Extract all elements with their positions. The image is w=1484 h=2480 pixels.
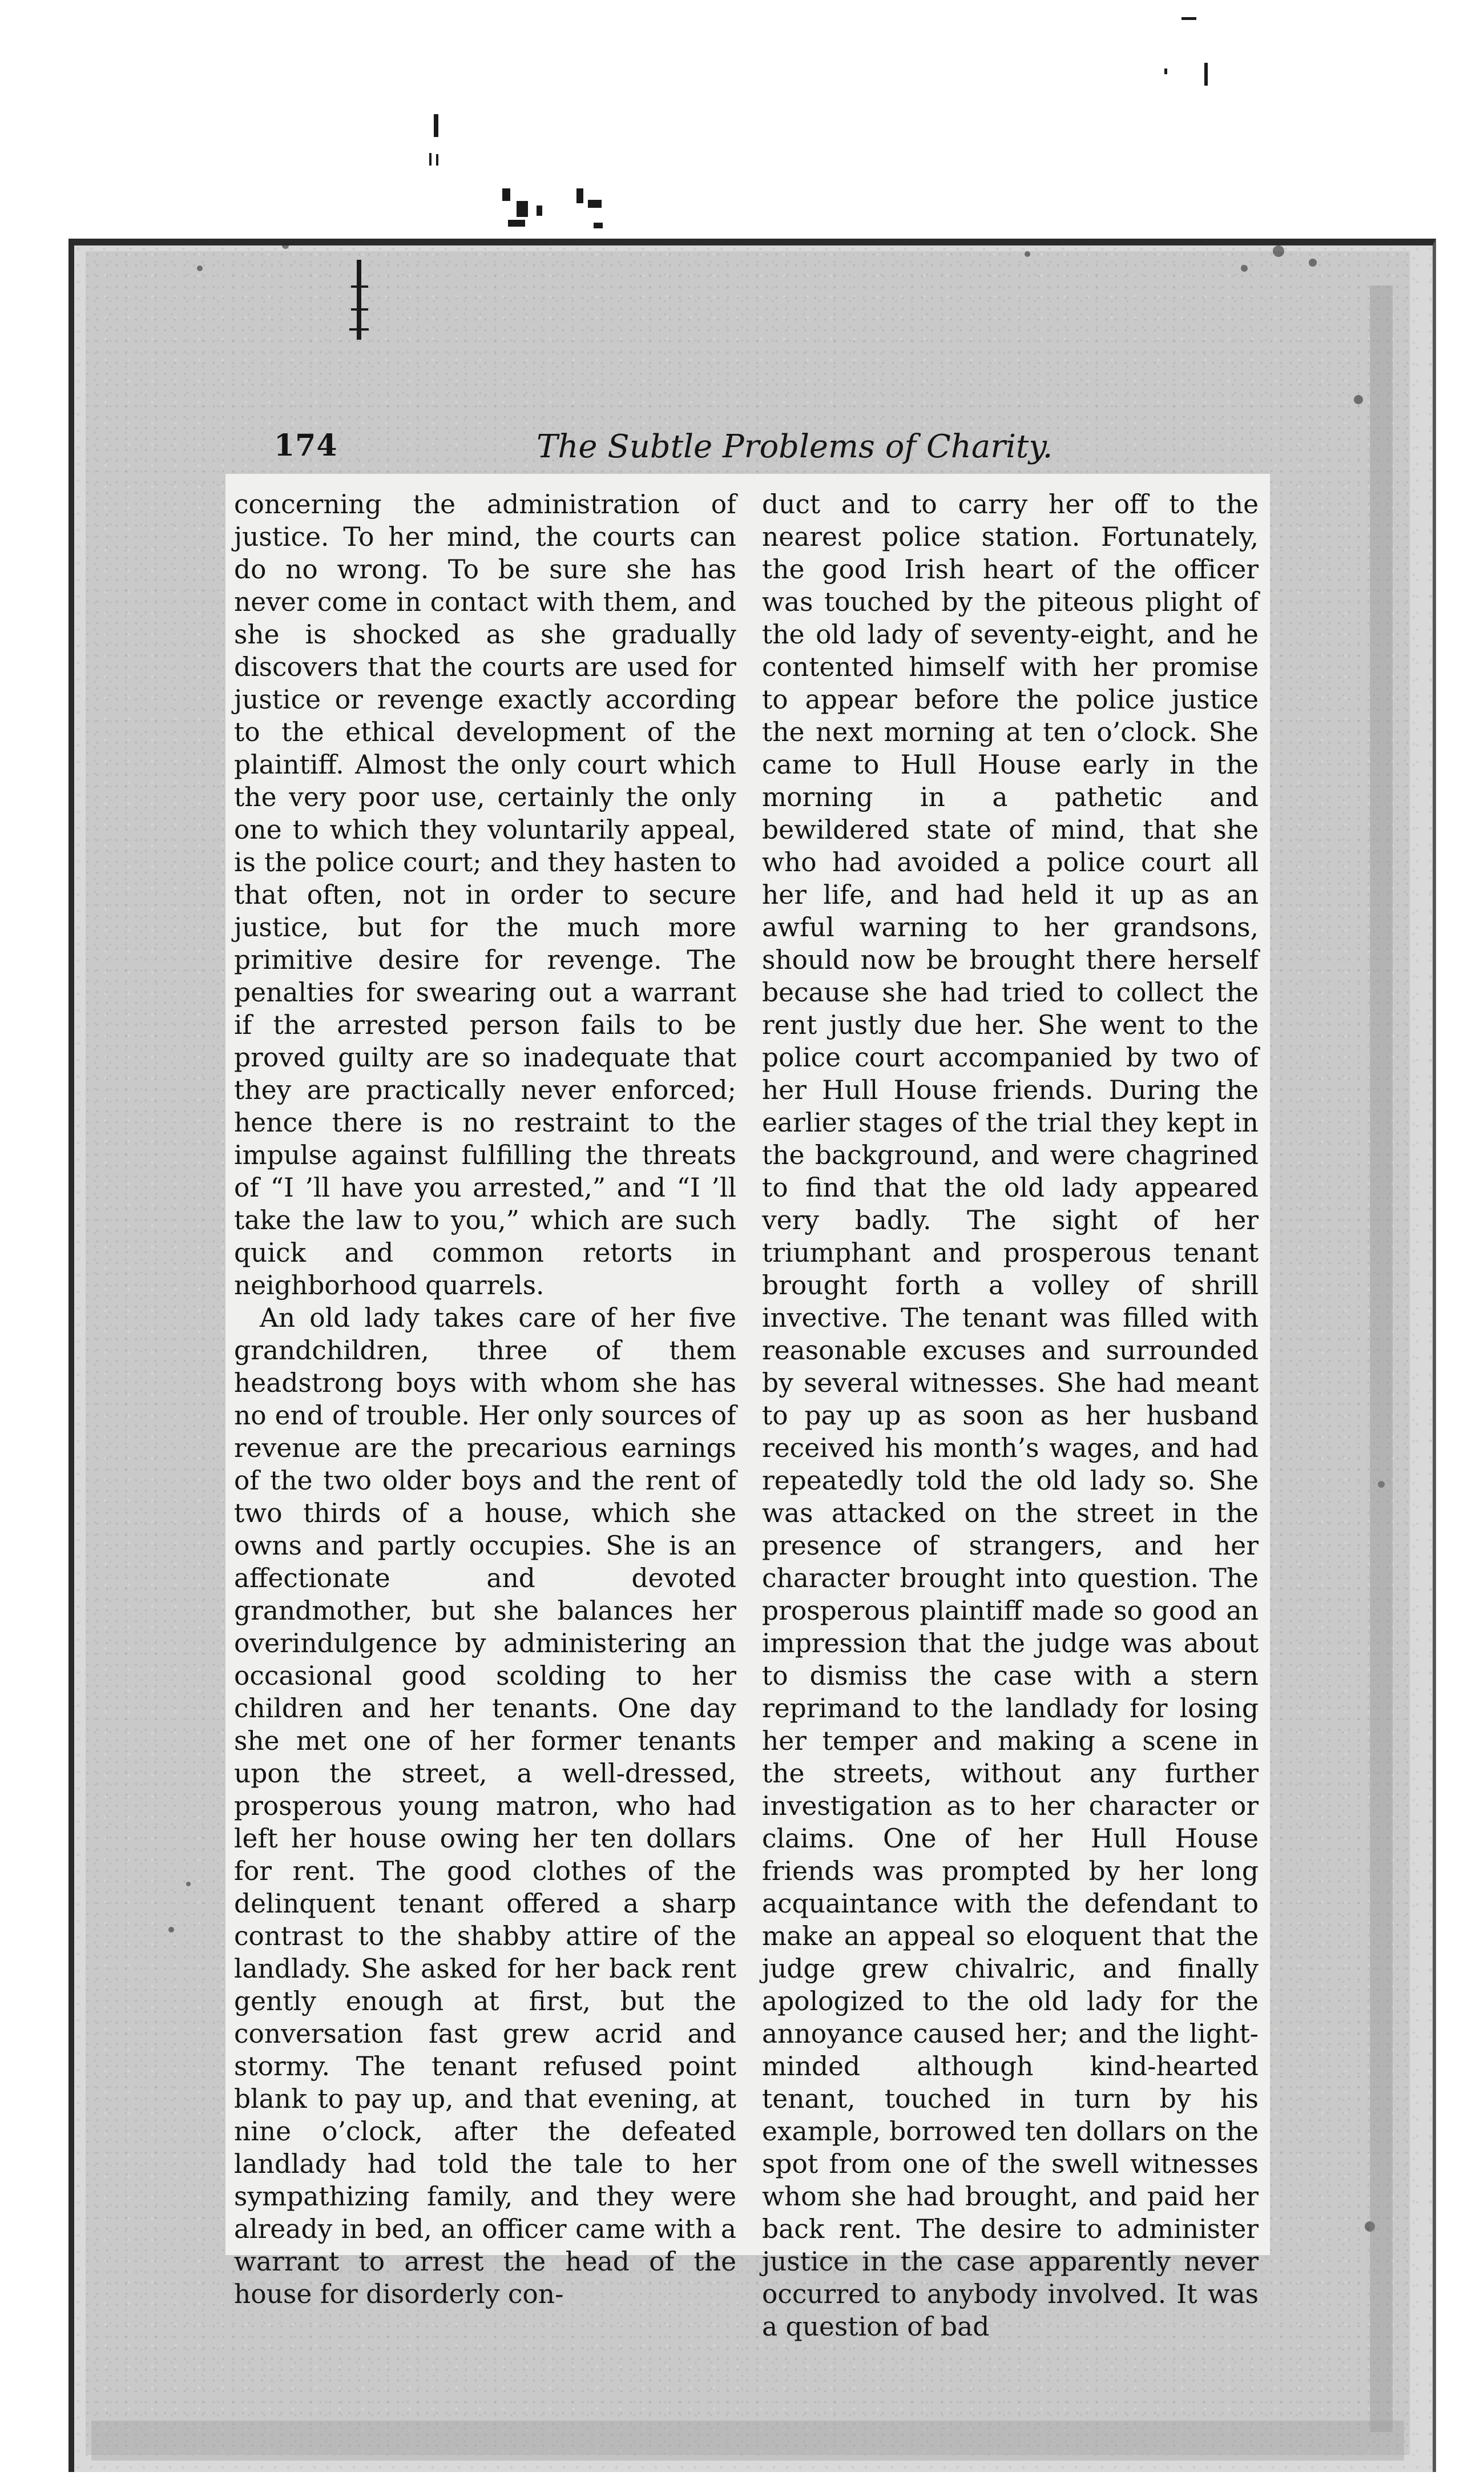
- right-column: [762, 488, 1259, 2343]
- page-header: [268, 422, 1079, 474]
- running-title: The Subtle Problems of Charity.: [537, 428, 1053, 465]
- paragraph: An old lady takes care of her five grandchildren, three of them headstrong boys with whom she has no end of trouble. Her only sources of revenue are the precarious earnings of the two older boys and the rent of two thirds of a house, which she owns and partly occupies. She is an affectionate and devoted grandmother, but she balances her overindulgence by administering an occasional good scolding to her children and her tenants. One day she met one of her former tenants upon the street, a well-dressed, prosperous young matron, who had left her house owing her ten dollars for rent. The good clothes of the delinquent tenant offered a sharp contrast to the shabby attire of the landlady. She asked for her back rent gently enough at first, but the conversation fast grew acrid and stormy. The tenant refused point blank to pay up, and that evening, at nine o’clock, after the defeated landlady had told the tale to her sympathizing family, and they were already in bed, an officer came with a warrant to arrest the head of the house for disorderly con-: [234, 1303, 736, 2309]
- paragraph: duct and to carry her off to the nearest police station. Fortunately, the good Irish heart of the officer was touched by the piteous plight of the old lady of seventy-eight, and he contented himself with her promise to appear before the police justice the next morning at ten o’clock. She came to Hull House early in the morning in a pathetic and bewildered state of mind, that she who had avoided a police court all her life, and had held it up as an awful warning to her grandsons, should now be brought there herself because she had tried to collect the rent justly due her. She went to the police court accompanied by two of her Hull House friends. During the earlier stages of the trial they kept in the background, and were chagrined to find that the old lady appeared very badly. The sight of her triumphant and prosperous tenant brought forth a volley of shrill invective. The tenant was filled with reasonable excuses and surrounded by several witnesses. She had meant to pay up as soon as her husband received his month’s wages, and had repeatedly told the old lady so. She was attacked on the street in the presence of strangers, and her character brought into question. The prosperous plaintiff made so good an impression that the judge was about to dismiss the case with a stern reprimand to the landlady for losing her temper and making a scene in the streets, without any further investigation as to her character or claims. One of her Hull House friends was prompted by her long acquaintance with the defendant to make an appeal so eloquent that the judge grew chivalric, and finally apologized to the old lady for the annoyance caused her; and the light-minded although kind-hearted tenant, touched in turn by his example, borrowed ten dollars on the spot from one of the swell witnesses whom she had brought, and paid her back rent. The desire to administer justice in the case apparently never occurred to anybody involved. It was a question of bad: [762, 489, 1259, 2342]
- page-number: 174: [274, 428, 338, 463]
- paragraph: concerning the administration of justice. To her mind, the courts can do no wrong. To be sure she has never come in contact with them, and she is shocked as she gradually discovers that the courts are used for justice or revenge exactly according to the ethical development of the plaintiff. Almost the only court which the very poor use, certainly the only one to which they voluntarily appeal, is the police court; and they hasten to that often, not in order to secure justice, but for the much more primitive desire for revenge. The penalties for swearing out a warrant if the arrested person fails to be proved guilty are so inadequate that they are practically never enforced; hence there is no restraint to the impulse against fulfilling the threats of “I ’ll have you arrested,” and “I ’ll take the law to you,” which are such quick and common retorts in neighborhood quarrels.: [234, 489, 736, 1301]
- left-column: [234, 488, 736, 2310]
